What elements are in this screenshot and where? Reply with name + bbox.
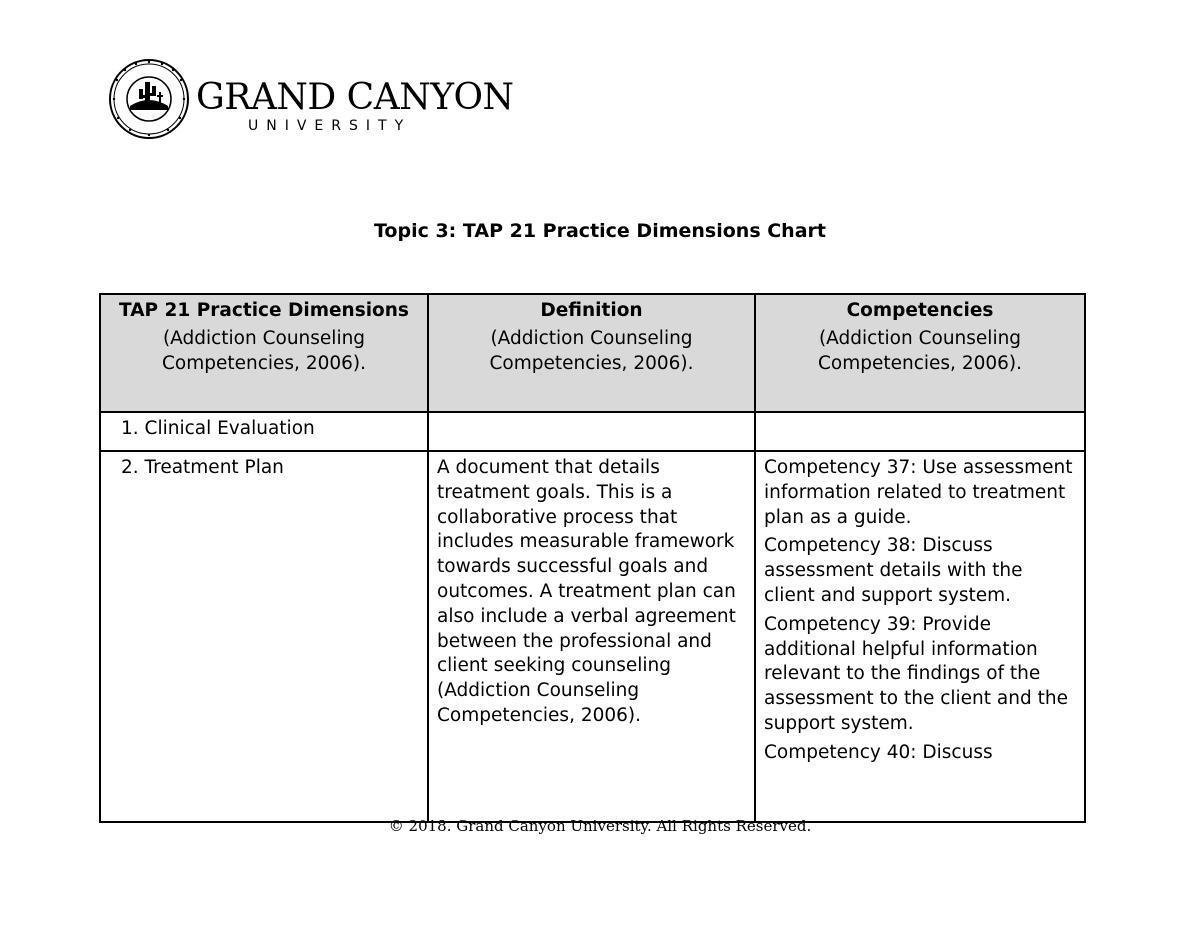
column-heading: TAP 21 Practice Dimensions xyxy=(119,300,409,321)
table-header-row xyxy=(100,294,1085,412)
definition-cell xyxy=(428,412,755,451)
column-header-definition xyxy=(428,294,755,412)
copyright-footer: © 2018. Grand Canyon University. All Rights Reserved. xyxy=(388,817,812,835)
column-citation: (Addiction Counseling Competencies, 2006). xyxy=(817,327,1022,374)
competency-item: Competency 39: Provide additional helpful information relevant to the findings of the assessment to the client and the support system. xyxy=(764,613,1068,734)
logo-subtitle: UNIVERSITY xyxy=(248,118,412,134)
page-title: Topic 3: TAP 21 Practice Dimensions Chart xyxy=(373,220,826,242)
column-heading: Definition xyxy=(540,300,643,321)
definition-cell: A document that details treatment goals. This is a collaborative process that includes measurable framework towards successful goals and outcomes. A treatment plan can also include a verbal agreement between the professional and client seeking counseling (Addiction Counseling Competencies, 2006). xyxy=(428,451,755,822)
column-citation: (Addiction Counseling Competencies, 2006). xyxy=(161,327,366,374)
competencies-cell xyxy=(755,412,1085,451)
column-heading: Competencies xyxy=(846,300,994,321)
competency-item: Competency 37: Use assessment information related to treatment plan as a guide. xyxy=(764,457,1073,528)
column-citation: (Addiction Counseling Competencies, 2006). xyxy=(489,327,694,374)
column-header-dimensions xyxy=(100,294,428,412)
table-row xyxy=(100,412,1085,451)
practice-dimensions-table xyxy=(99,293,1086,823)
competencies-cell xyxy=(755,451,1085,822)
university-logo xyxy=(108,58,514,140)
university-seal-icon xyxy=(108,58,190,140)
dimension-cell: 2. Treatment Plan xyxy=(100,451,428,822)
competency-item: Competency 40: Discuss xyxy=(764,741,993,763)
column-header-competencies xyxy=(755,294,1085,412)
competency-item: Competency 38: Discuss assessment details with the client and support system. xyxy=(764,535,1023,606)
logo-wordmark: GRAND CANYON xyxy=(196,77,514,118)
table-row xyxy=(100,451,1085,822)
dimension-cell: 1. Clinical Evaluation xyxy=(100,412,428,451)
